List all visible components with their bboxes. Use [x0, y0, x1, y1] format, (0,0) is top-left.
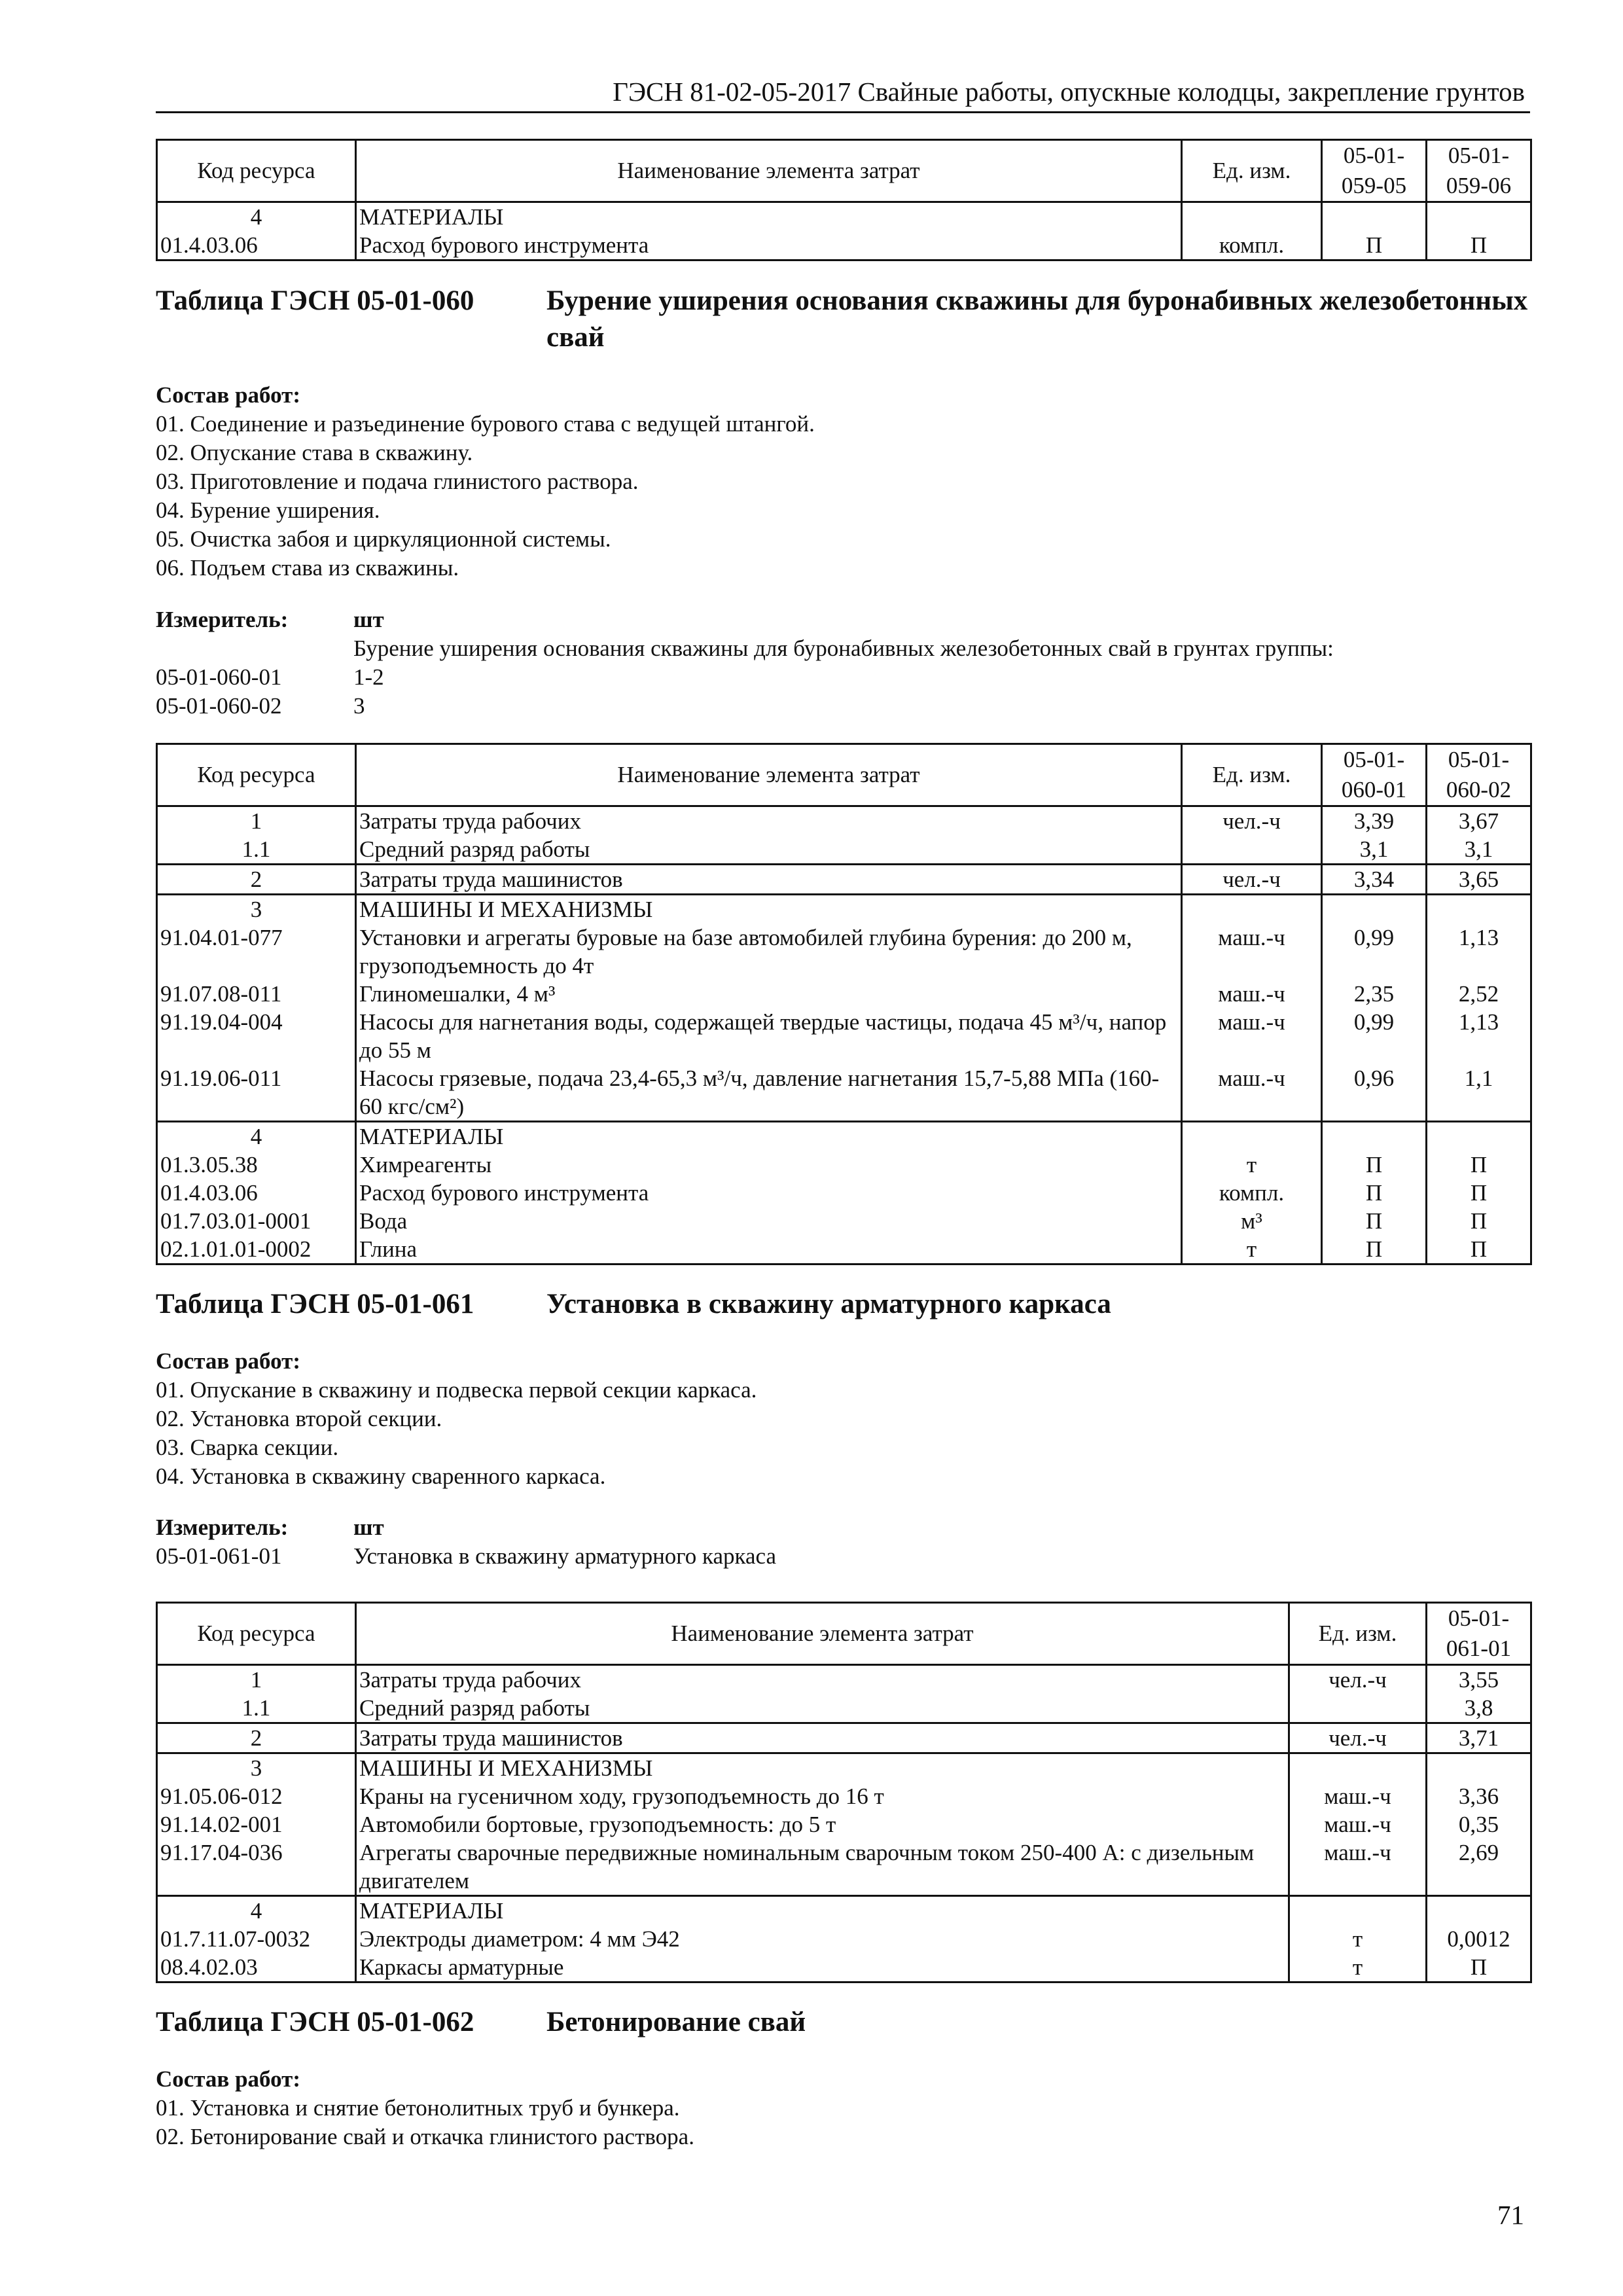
table-row	[157, 231, 1531, 260]
meter-block-060	[156, 605, 1530, 721]
code-cell: 01.4.03.06	[157, 231, 356, 260]
meter-block-061	[156, 1513, 1530, 1571]
unit-cell	[1182, 895, 1322, 924]
code-cell: 01.4.03.06	[157, 1179, 356, 1207]
table-row	[157, 1235, 1531, 1265]
unit-cell: м³	[1182, 1207, 1322, 1235]
unit-cell: маш.-ч	[1182, 924, 1322, 980]
name-cell: Глина	[356, 1235, 1182, 1265]
table-row	[157, 1782, 1531, 1810]
value-cell: 2,52	[1427, 980, 1531, 1008]
code-cell: 91.04.01-077	[157, 924, 356, 980]
work-item: 02. Бетонирование свай и откачка глинистого раствора.	[156, 2124, 694, 2149]
code-cell: 1	[157, 806, 356, 836]
meter-code: 05-01-060-02	[156, 693, 282, 719]
work-heading: Состав работ:	[156, 2066, 300, 2092]
work-heading: Состав работ:	[156, 1348, 300, 1374]
unit-cell: т	[1289, 1953, 1427, 1982]
table-row	[157, 924, 1531, 980]
value-cell: П	[1322, 1151, 1427, 1179]
table-number: Таблица ГЭСН 05-01-062	[156, 2007, 474, 2037]
work-item: 04. Бурение уширения.	[156, 497, 380, 523]
code-cell: 01.7.11.07-0032	[157, 1925, 356, 1953]
value-cell: 3,55	[1427, 1665, 1531, 1695]
col-header-name: Наименование элемента затрат	[356, 1603, 1289, 1665]
code-cell: 3	[157, 1753, 356, 1783]
table-row	[157, 1151, 1531, 1179]
code-cell: 2	[157, 865, 356, 895]
name-cell: Затраты труда рабочих	[356, 806, 1182, 836]
col-header-norm: 05-01-059-05	[1322, 140, 1427, 202]
code-cell: 1.1	[157, 1694, 356, 1723]
work-item: 02. Опускание става в скважину.	[156, 440, 473, 465]
table-row	[157, 1122, 1531, 1151]
unit-cell: т	[1182, 1235, 1322, 1265]
code-cell: 4	[157, 202, 356, 232]
meter-label: Измеритель:	[156, 1515, 289, 1540]
code-cell: 3	[157, 895, 356, 924]
value-cell: 1,13	[1427, 924, 1531, 980]
table-row	[157, 1723, 1531, 1753]
value-cell: 2,35	[1322, 980, 1427, 1008]
unit-cell: маш.-ч	[1182, 980, 1322, 1008]
code-cell: 91.19.04-004	[157, 1008, 356, 1064]
code-cell: 01.7.03.01-0001	[157, 1207, 356, 1235]
table-row	[157, 1179, 1531, 1207]
value-cell: 3,67	[1427, 806, 1531, 836]
value-cell: 0,0012	[1427, 1925, 1531, 1953]
value-cell: 0,96	[1322, 1064, 1427, 1122]
table-row	[157, 202, 1531, 232]
table-row	[157, 806, 1531, 836]
page-number: 71	[1497, 2200, 1524, 2230]
unit-cell: компл.	[1182, 231, 1322, 260]
unit-cell: чел.-ч	[1289, 1723, 1427, 1753]
code-cell: 1	[157, 1665, 356, 1695]
unit-cell	[1289, 1896, 1427, 1926]
table-row	[157, 1839, 1531, 1896]
name-cell: Установки и агрегаты буровые на базе автомобилей глубина бурения: до 200 м, грузоподъемность до 4т	[356, 924, 1182, 980]
work-item: 05. Очистка забоя и циркуляционной системы.	[156, 526, 611, 552]
value-cell: П	[1427, 1953, 1531, 1982]
value-cell	[1322, 895, 1427, 924]
table-name: Бурение уширения основания скважины для буронабивных железобетонных свай	[546, 285, 1528, 353]
unit-cell: компл.	[1182, 1179, 1322, 1207]
value-cell: 0,99	[1322, 1008, 1427, 1064]
value-cell: П	[1427, 1207, 1531, 1235]
col-header-unit: Ед. изм.	[1182, 744, 1322, 806]
work-item: 01. Соединение и разъединение бурового става с ведущей штангой.	[156, 411, 815, 437]
work-item: 06. Подъем става из скважины.	[156, 555, 459, 581]
code-cell: 01.3.05.38	[157, 1151, 356, 1179]
value-cell	[1427, 1122, 1531, 1151]
value-cell: П	[1322, 1207, 1427, 1235]
code-cell: 08.4.02.03	[157, 1953, 356, 1982]
col-header-norm: 05-01-060-01	[1322, 744, 1427, 806]
name-cell: Затраты труда машинистов	[356, 1723, 1289, 1753]
work-item: 01. Опускание в скважину и подвеска первой секции каркаса.	[156, 1377, 757, 1403]
name-cell: Глиномешалки, 4 м³	[356, 980, 1182, 1008]
unit-cell	[1289, 1694, 1427, 1723]
work-item: 03. Приготовление и подача глинистого раствора.	[156, 469, 639, 494]
meter-description: Бурение уширения основания скважины для буронабивных железобетонных свай в грунтах группы:	[353, 636, 1334, 661]
value-cell: П	[1322, 1235, 1427, 1265]
unit-cell: маш.-ч	[1289, 1810, 1427, 1839]
document-title: ГЭСН 81-02-05-2017 Свайные работы, опускные колодцы, закрепление грунтов	[613, 77, 1525, 107]
table-number: Таблица ГЭСН 05-01-060	[156, 285, 474, 316]
meter-unit: шт	[353, 1515, 384, 1540]
value-cell	[1322, 202, 1427, 232]
col-header-name: Наименование элемента затрат	[356, 140, 1182, 202]
col-header-name: Наименование элемента затрат	[356, 744, 1182, 806]
work-item: 03. Сварка секции.	[156, 1435, 339, 1460]
value-cell: П	[1427, 1151, 1531, 1179]
meter-label: Измеритель:	[156, 607, 289, 632]
unit-cell: чел.-ч	[1182, 806, 1322, 836]
cost-table-059	[156, 139, 1532, 261]
unit-cell: чел.-ч	[1289, 1665, 1427, 1695]
col-header-code: Код ресурса	[157, 140, 356, 202]
table-row	[157, 1207, 1531, 1235]
table-row	[157, 835, 1531, 865]
table-row	[157, 1064, 1531, 1122]
value-cell	[1427, 1753, 1531, 1783]
code-cell: 4	[157, 1896, 356, 1926]
name-cell: МАШИНЫ И МЕХАНИЗМЫ	[356, 895, 1182, 924]
unit-cell: маш.-ч	[1182, 1064, 1322, 1122]
meter-text: Установка в скважину арматурного каркаса	[353, 1543, 777, 1569]
col-header-unit: Ед. изм.	[1182, 140, 1322, 202]
code-cell: 4	[157, 1122, 356, 1151]
work-heading: Состав работ:	[156, 382, 300, 408]
code-cell: 02.1.01.01-0002	[157, 1235, 356, 1265]
meter-text: 3	[353, 693, 365, 719]
table-row	[157, 1810, 1531, 1839]
name-cell: Насосы грязевые, подача 23,4-65,3 м³/ч, давление нагнетания 15,7-5,88 МПа (160-60 кгс/см²)	[356, 1064, 1182, 1122]
col-header-norm: 05-01-061-01	[1427, 1603, 1531, 1665]
name-cell: Агрегаты сварочные передвижные номинальным сварочным током 250-400 А: с дизельным двигателем	[356, 1839, 1289, 1896]
meter-text: 1-2	[353, 664, 384, 690]
table-number: Таблица ГЭСН 05-01-061	[156, 1289, 474, 1319]
table-row	[157, 1953, 1531, 1982]
value-cell: П	[1427, 1179, 1531, 1207]
table-row	[157, 1896, 1531, 1926]
table-name: Бетонирование свай	[546, 2007, 806, 2037]
value-cell: 0,99	[1322, 924, 1427, 980]
value-cell	[1427, 1896, 1531, 1926]
table-row	[157, 1008, 1531, 1064]
name-cell: МАТЕРИАЛЫ	[356, 1122, 1182, 1151]
unit-cell: т	[1289, 1925, 1427, 1953]
name-cell: Насосы для нагнетания воды, содержащей твердые частицы, подача 45 м³/ч, напор до 55 м	[356, 1008, 1182, 1064]
value-cell: П	[1322, 231, 1427, 260]
col-header-code: Код ресурса	[157, 744, 356, 806]
value-cell: 3,8	[1427, 1694, 1531, 1723]
name-cell: Краны на гусеничном ходу, грузоподъемность до 16 т	[356, 1782, 1289, 1810]
unit-cell	[1182, 835, 1322, 865]
value-cell: 3,1	[1427, 835, 1531, 865]
value-cell	[1427, 895, 1531, 924]
name-cell: Электроды диаметром: 4 мм Э42	[356, 1925, 1289, 1953]
value-cell: 3,65	[1427, 865, 1531, 895]
value-cell: 3,39	[1322, 806, 1427, 836]
value-cell	[1322, 1122, 1427, 1151]
unit-cell: маш.-ч	[1289, 1839, 1427, 1896]
table-row	[157, 980, 1531, 1008]
value-cell: 3,34	[1322, 865, 1427, 895]
name-cell: Затраты труда машинистов	[356, 865, 1182, 895]
col-header-norm: 05-01-060-02	[1427, 744, 1531, 806]
col-header-unit: Ед. изм.	[1289, 1603, 1427, 1665]
unit-cell: маш.-ч	[1182, 1008, 1322, 1064]
table-row	[157, 1925, 1531, 1953]
work-list-062	[156, 2065, 694, 2151]
code-cell: 91.05.06-012	[157, 1782, 356, 1810]
unit-cell: чел.-ч	[1182, 865, 1322, 895]
value-cell	[1427, 202, 1531, 232]
value-cell: П	[1322, 1179, 1427, 1207]
table-name: Установка в скважину арматурного каркаса	[546, 1289, 1111, 1319]
code-cell: 1.1	[157, 835, 356, 865]
work-list-061	[156, 1347, 757, 1491]
table-row	[157, 865, 1531, 895]
name-cell: Каркасы арматурные	[356, 1953, 1289, 1982]
value-cell: 3,36	[1427, 1782, 1531, 1810]
name-cell: МАШИНЫ И МЕХАНИЗМЫ	[356, 1753, 1289, 1783]
work-item: 01. Установка и снятие бетонолитных труб и бункера.	[156, 2095, 680, 2121]
code-cell: 91.19.06-011	[157, 1064, 356, 1122]
code-cell: 91.17.04-036	[157, 1839, 356, 1896]
table-row	[157, 1665, 1531, 1695]
code-cell: 91.07.08-011	[157, 980, 356, 1008]
name-cell: Затраты труда рабочих	[356, 1665, 1289, 1695]
value-cell: П	[1427, 1235, 1531, 1265]
value-cell: 1,13	[1427, 1008, 1531, 1064]
table-row	[157, 1753, 1531, 1783]
name-cell: Химреагенты	[356, 1151, 1182, 1179]
page-header	[156, 73, 1530, 113]
table-row	[157, 1694, 1531, 1723]
col-header-norm: 05-01-059-06	[1427, 140, 1531, 202]
meter-code: 05-01-060-01	[156, 664, 282, 690]
work-item: 02. Установка второй секции.	[156, 1406, 442, 1431]
col-header-code: Код ресурса	[157, 1603, 356, 1665]
code-cell: 91.14.02-001	[157, 1810, 356, 1839]
name-cell: Расход бурового инструмента	[356, 231, 1182, 260]
value-cell: П	[1427, 231, 1531, 260]
value-cell: 3,1	[1322, 835, 1427, 865]
name-cell: МАТЕРИАЛЫ	[356, 1896, 1289, 1926]
meter-unit: шт	[353, 607, 384, 632]
unit-cell: т	[1182, 1151, 1322, 1179]
unit-cell: маш.-ч	[1289, 1782, 1427, 1810]
unit-cell	[1289, 1753, 1427, 1783]
value-cell: 1,1	[1427, 1064, 1531, 1122]
name-cell: Расход бурового инструмента	[356, 1179, 1182, 1207]
name-cell: Автомобили бортовые, грузоподъемность: до 5 т	[356, 1810, 1289, 1839]
unit-cell	[1182, 202, 1322, 232]
unit-cell	[1182, 1122, 1322, 1151]
meter-code: 05-01-061-01	[156, 1543, 282, 1569]
cost-table-061	[156, 1602, 1532, 1983]
value-cell: 0,35	[1427, 1810, 1531, 1839]
name-cell: Средний разряд работы	[356, 1694, 1289, 1723]
work-list-060	[156, 381, 815, 583]
name-cell: Средний разряд работы	[356, 835, 1182, 865]
cost-table-060	[156, 743, 1532, 1265]
name-cell: Вода	[356, 1207, 1182, 1235]
value-cell: 2,69	[1427, 1839, 1531, 1896]
code-cell: 2	[157, 1723, 356, 1753]
work-item: 04. Установка в скважину сваренного каркаса.	[156, 1463, 606, 1489]
table-row	[157, 895, 1531, 924]
name-cell: МАТЕРИАЛЫ	[356, 202, 1182, 232]
value-cell: 3,71	[1427, 1723, 1531, 1753]
